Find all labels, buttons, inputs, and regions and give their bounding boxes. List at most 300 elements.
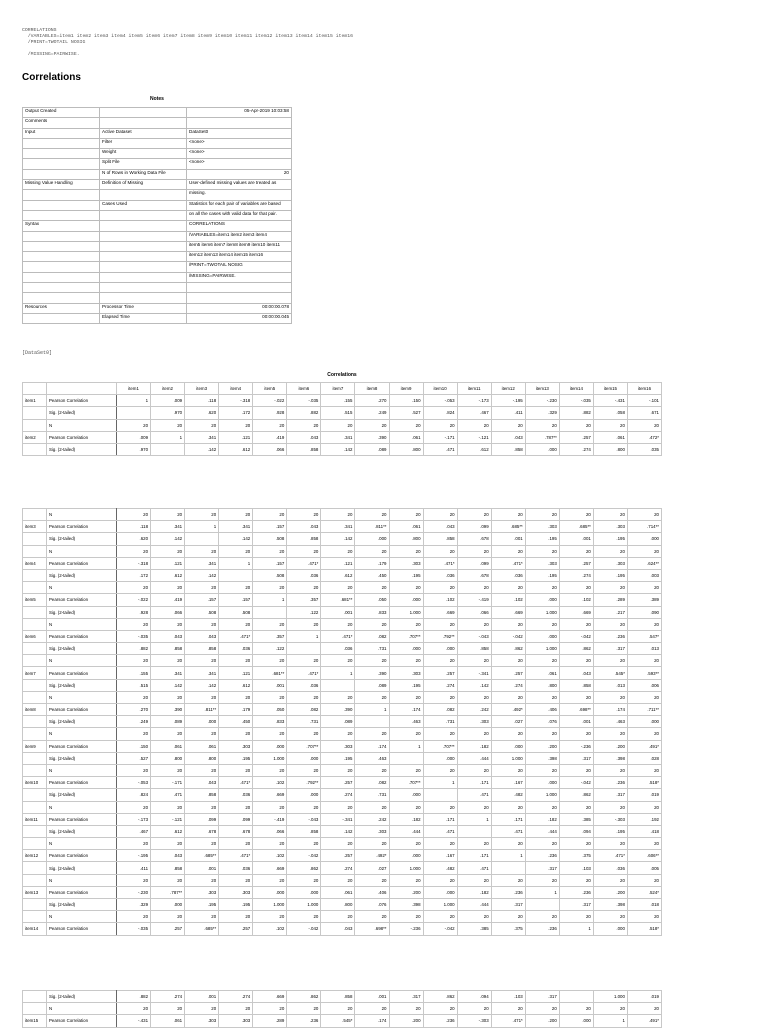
table-cell: .094 — [457, 991, 491, 1003]
row-statistic: N — [47, 801, 117, 813]
table-cell: 20 — [593, 838, 627, 850]
table-cell: 20 — [593, 545, 627, 557]
table-cell: 20 — [559, 1003, 593, 1015]
table-cell: .099 — [185, 813, 219, 825]
table-row — [23, 618, 662, 630]
table-cell: .289 — [253, 1015, 287, 1027]
table-cell: .612 — [321, 569, 355, 581]
table-cell: .375 — [559, 850, 593, 862]
table-cell: .508 — [253, 533, 287, 545]
table-cell: 20 — [151, 582, 185, 594]
row-variable — [23, 419, 47, 431]
table-cell: 20 — [117, 801, 151, 813]
table-cell: .970 — [151, 407, 185, 419]
table-cell: .671 — [627, 407, 661, 419]
notes-cell — [100, 221, 187, 231]
table-cell: .195 — [525, 569, 559, 581]
table-row — [23, 667, 662, 679]
table-cell: .000 — [491, 740, 525, 752]
table-cell: .142 — [321, 533, 355, 545]
table-cell: 20 — [389, 691, 423, 703]
row-statistic: Sig. (2-tailed) — [47, 533, 117, 545]
table-cell: 20 — [627, 911, 661, 923]
table-cell: .731 — [355, 789, 389, 801]
table-cell: 20 — [525, 509, 559, 521]
table-cell: .862 — [559, 643, 593, 655]
table-cell: 20 — [287, 874, 321, 886]
table-cell: .043 — [151, 850, 185, 862]
table-cell: 1 — [321, 667, 355, 679]
table-cell: 20 — [457, 419, 491, 431]
table-cell: 1 — [525, 886, 559, 898]
table-cell: 20 — [389, 618, 423, 630]
table-row — [23, 777, 662, 789]
table-cell: .003 — [627, 569, 661, 581]
table-cell: .089 — [321, 716, 355, 728]
table-cell: .066 — [457, 606, 491, 618]
notes-row — [23, 128, 292, 138]
table-cell: .195 — [389, 569, 423, 581]
table-cell: .471* — [287, 667, 321, 679]
table-cell: .471* — [491, 557, 525, 569]
table-cell: 20 — [423, 764, 457, 776]
table-cell: 20 — [593, 874, 627, 886]
table-cell: .236 — [593, 777, 627, 789]
table-cell: 20 — [559, 911, 593, 923]
table-cell: .274 — [151, 991, 185, 1003]
table-cell: 20 — [117, 545, 151, 557]
table-cell: .001 — [491, 533, 525, 545]
table-cell: -.171 — [423, 431, 457, 443]
table-row — [23, 533, 662, 545]
table-cell: .102 — [491, 594, 525, 606]
table-cell: .612 — [457, 443, 491, 455]
table-cell: .545* — [593, 667, 627, 679]
notes-row — [23, 118, 292, 128]
table-cell: .593** — [627, 667, 661, 679]
table-cell: 20 — [423, 1003, 457, 1015]
table-cell: .524* — [627, 886, 661, 898]
row-statistic: Sig. (2-tailed) — [47, 606, 117, 618]
table-cell: 20 — [219, 911, 253, 923]
table-cell: .099 — [219, 813, 253, 825]
table-cell: .028 — [627, 752, 661, 764]
table-cell: 20 — [457, 1003, 491, 1015]
table-cell: .236 — [491, 886, 525, 898]
table-cell: 20 — [593, 691, 627, 703]
table-cell: .000 — [525, 594, 559, 606]
table-cell: .142 — [185, 679, 219, 691]
table-cell: .508 — [253, 569, 287, 581]
table-cell: 20 — [491, 618, 525, 630]
table-cell: .019 — [627, 991, 661, 1003]
table-cell: .669 — [253, 991, 287, 1003]
table-cell: .463 — [389, 716, 423, 728]
table-cell: .036 — [423, 569, 457, 581]
table-cell: .142 — [185, 569, 219, 581]
table-cell: 20 — [423, 911, 457, 923]
notes-cell: item12 item13 item14 item15 item16 — [187, 252, 292, 262]
table-cell: .061 — [151, 740, 185, 752]
table-cell: -.171 — [151, 777, 185, 789]
table-cell: 20 — [321, 1003, 355, 1015]
table-cell: 20 — [593, 911, 627, 923]
row-statistic: Sig. (2-tailed) — [47, 862, 117, 874]
table-cell: -.431 — [593, 395, 627, 407]
row-statistic: Pearson Correlation — [47, 923, 117, 935]
table-cell: .317 — [593, 789, 627, 801]
table-cell: .669 — [423, 606, 457, 618]
notes-cell — [23, 200, 100, 210]
table-row — [23, 740, 662, 752]
row-variable — [23, 691, 47, 703]
table-cell: .182 — [389, 813, 423, 825]
notes-cell — [100, 283, 187, 293]
table-cell: .000 — [423, 886, 457, 898]
row-statistic: Pearson Correlation — [47, 777, 117, 789]
table-cell: .681** — [253, 667, 287, 679]
table-cell: 20 — [185, 801, 219, 813]
table-cell: .471* — [491, 1015, 525, 1027]
table-cell: .036 — [593, 862, 627, 874]
table-cell: 20 — [525, 728, 559, 740]
notes-cell — [23, 262, 100, 272]
row-variable — [23, 679, 47, 691]
table-cell: .157 — [185, 594, 219, 606]
table-cell: 1 — [457, 813, 491, 825]
table-cell: .418 — [627, 825, 661, 837]
table-cell: 20 — [219, 1003, 253, 1015]
table-cell: .257 — [321, 777, 355, 789]
table-cell: .444 — [457, 899, 491, 911]
table-cell: .000 — [287, 886, 321, 898]
table-cell: 20 — [627, 582, 661, 594]
table-cell: .398 — [593, 752, 627, 764]
table-cell: 20 — [219, 545, 253, 557]
notes-cell: Elapsed Time — [100, 313, 187, 323]
table-cell: 20 — [627, 655, 661, 667]
table-cell: .800 — [593, 443, 627, 455]
table-cell: .471 — [151, 789, 185, 801]
table-cell: 20 — [151, 691, 185, 703]
table-cell: .669 — [253, 789, 287, 801]
table-cell: .195 — [593, 533, 627, 545]
table-cell: .707** — [389, 630, 423, 642]
notes-cell: /MISSING=PAIRWISE. — [187, 272, 292, 282]
table-cell: .471 — [457, 789, 491, 801]
correlations-table-part3 — [22, 990, 662, 1028]
table-cell: 20 — [457, 691, 491, 703]
table-cell: .398 — [389, 899, 423, 911]
table-row — [23, 407, 662, 419]
table-cell: 20 — [321, 764, 355, 776]
row-statistic: Pearson Correlation — [47, 886, 117, 898]
table-cell: .000 — [389, 789, 423, 801]
table-cell: .099 — [457, 557, 491, 569]
table-cell: 20 — [389, 1003, 423, 1015]
table-cell: -.195 — [117, 850, 151, 862]
table-cell: 1.000 — [253, 752, 287, 764]
row-variable — [23, 606, 47, 618]
table-cell: 20 — [117, 911, 151, 923]
table-cell: -.022 — [117, 594, 151, 606]
table-cell: 20 — [151, 874, 185, 886]
table-cell: .000 — [423, 643, 457, 655]
table-cell: 20 — [355, 801, 389, 813]
table-cell: 20 — [593, 764, 627, 776]
column-header: item2 — [151, 383, 185, 395]
notes-cell — [23, 159, 100, 169]
table-cell: 20 — [321, 691, 355, 703]
column-header: item13 — [525, 383, 559, 395]
notes-cell: Definition of Missing — [100, 180, 187, 190]
table-cell: 20 — [491, 838, 525, 850]
table-cell: .174 — [355, 1015, 389, 1027]
table-cell: 20 — [627, 728, 661, 740]
table-cell: 20 — [219, 509, 253, 521]
table-cell: .419 — [253, 431, 287, 443]
table-row — [23, 557, 662, 569]
table-cell: 20 — [457, 545, 491, 557]
table-cell: .121 — [151, 557, 185, 569]
table-cell: .171 — [457, 850, 491, 862]
table-cell: .518* — [627, 923, 661, 935]
notes-cell — [23, 138, 100, 148]
table-cell: .787** — [151, 886, 185, 898]
table-cell: .824 — [423, 407, 457, 419]
table-cell: .792** — [287, 777, 321, 789]
table-cell: 20 — [253, 691, 287, 703]
table-cell: 20 — [355, 1003, 389, 1015]
row-variable: item12 — [23, 850, 47, 862]
table-cell: 20 — [389, 728, 423, 740]
table-cell: .090 — [627, 606, 661, 618]
row-statistic: Pearson Correlation — [47, 1015, 117, 1027]
table-cell: .099 — [457, 521, 491, 533]
table-cell: 20 — [117, 764, 151, 776]
table-cell: .707** — [287, 740, 321, 752]
table-cell: 20 — [559, 801, 593, 813]
table-cell: .624** — [627, 557, 661, 569]
table-cell: 20 — [559, 509, 593, 521]
table-cell: .482 — [423, 862, 457, 874]
table-cell: .195 — [185, 899, 219, 911]
table-cell: .000 — [151, 899, 185, 911]
table-cell: .006 — [627, 679, 661, 691]
table-cell: 20 — [423, 509, 457, 521]
table-cell: .375 — [491, 923, 525, 935]
notes-cell: Active Dataset — [100, 128, 187, 138]
table-cell: 20 — [457, 509, 491, 521]
table-cell: .681** — [321, 594, 355, 606]
row-statistic: N — [47, 911, 117, 923]
table-cell: .001 — [253, 679, 287, 691]
table-cell: .390 — [355, 667, 389, 679]
table-cell: .001 — [185, 862, 219, 874]
table-cell: .800 — [525, 679, 559, 691]
table-cell: .000 — [627, 716, 661, 728]
table-cell: 20 — [525, 545, 559, 557]
table-cell: .172 — [219, 407, 253, 419]
table-row — [23, 1015, 662, 1027]
notes-row — [23, 200, 292, 210]
table-cell: 20 — [457, 764, 491, 776]
table-cell: .303 — [219, 886, 253, 898]
table-cell: 20 — [593, 582, 627, 594]
table-cell: .329 — [525, 407, 559, 419]
row-variable — [23, 764, 47, 776]
notes-cell — [100, 241, 187, 251]
notes-cell: Statistics for each pair of variables are based — [187, 200, 292, 210]
table-cell: 20 — [287, 1003, 321, 1015]
table-cell: 20 — [593, 728, 627, 740]
notes-cell: Output Created — [23, 108, 100, 118]
row-statistic: N — [47, 509, 117, 521]
notes-cell: Missing Value Handling — [23, 180, 100, 190]
table-cell: 20 — [491, 911, 525, 923]
table-cell: .471* — [219, 777, 253, 789]
table-cell: .606** — [627, 850, 661, 862]
table-cell: .800 — [185, 752, 219, 764]
table-cell: 20 — [287, 419, 321, 431]
notes-cell — [100, 252, 187, 262]
row-variable — [23, 825, 47, 837]
table-cell: .471 — [491, 825, 525, 837]
row-variable: item1 — [23, 395, 47, 407]
table-cell: .195 — [593, 569, 627, 581]
table-cell: .419 — [151, 594, 185, 606]
table-cell: .833 — [355, 606, 389, 618]
table-cell: 20 — [491, 728, 525, 740]
table-cell: -.431 — [117, 1015, 151, 1027]
table-cell: 20 — [423, 874, 457, 886]
notes-cell — [23, 283, 100, 293]
column-header: item3 — [185, 383, 219, 395]
table-cell: 20 — [593, 1003, 627, 1015]
table-cell: 20 — [151, 545, 185, 557]
table-cell: .061 — [593, 431, 627, 443]
table-cell: 20 — [219, 874, 253, 886]
table-cell: .082 — [355, 777, 389, 789]
table-cell: .089 — [151, 716, 185, 728]
table-cell: 20 — [627, 801, 661, 813]
notes-cell — [187, 283, 292, 293]
table-cell: .858 — [321, 991, 355, 1003]
table-cell: 20 — [559, 728, 593, 740]
table-cell: 20 — [321, 911, 355, 923]
table-cell: 20 — [185, 728, 219, 740]
table-cell: 20 — [389, 838, 423, 850]
table-cell: .217 — [593, 606, 627, 618]
table-cell: .471* — [219, 850, 253, 862]
table-row — [23, 850, 662, 862]
table-cell: 20 — [525, 582, 559, 594]
table-cell: .009 — [151, 395, 185, 407]
table-cell: .200 — [525, 740, 559, 752]
table-cell: 1.000 — [525, 606, 559, 618]
table-cell: 20 — [389, 509, 423, 521]
row-statistic: Sig. (2-tailed) — [47, 991, 117, 1003]
table-cell: 20 — [491, 655, 525, 667]
table-cell: .482 — [491, 789, 525, 801]
table-row — [23, 838, 662, 850]
table-cell: .620 — [185, 407, 219, 419]
table-cell: -.303 — [457, 1015, 491, 1027]
row-statistic: N — [47, 1003, 117, 1015]
table-cell: .317 — [525, 862, 559, 874]
table-cell: .389 — [627, 594, 661, 606]
table-cell: .174 — [389, 704, 423, 716]
table-row — [23, 874, 662, 886]
table-cell: 20 — [219, 728, 253, 740]
notes-cell: Filter — [100, 138, 187, 148]
table-cell: .000 — [525, 443, 559, 455]
table-cell: 20 — [151, 801, 185, 813]
table-cell: .274 — [321, 862, 355, 874]
row-statistic: Sig. (2-tailed) — [47, 679, 117, 691]
table-row — [23, 886, 662, 898]
notes-row — [23, 283, 292, 293]
table-cell: .195 — [219, 899, 253, 911]
table-cell: .508 — [219, 606, 253, 618]
table-row — [23, 509, 662, 521]
row-variable — [23, 582, 47, 594]
table-cell: .171 — [491, 813, 525, 825]
table-cell: 20 — [117, 655, 151, 667]
table-cell: .082 — [355, 630, 389, 642]
table-cell: 20 — [287, 764, 321, 776]
table-row — [23, 643, 662, 655]
table-cell: 20 — [525, 1003, 559, 1015]
row-statistic: Pearson Correlation — [47, 813, 117, 825]
row-statistic: Sig. (2-tailed) — [47, 569, 117, 581]
table-cell: .341 — [321, 521, 355, 533]
notes-cell — [23, 313, 100, 323]
table-cell: .472* — [627, 431, 661, 443]
table-cell: 1 — [559, 923, 593, 935]
notes-cell: 20 — [187, 169, 292, 179]
table-cell: 20 — [355, 911, 389, 923]
table-cell: .303 — [185, 886, 219, 898]
table-cell: 20 — [321, 509, 355, 521]
notes-table — [22, 107, 292, 324]
table-cell: .036 — [219, 862, 253, 874]
table-cell: .043 — [321, 923, 355, 935]
row-variable — [23, 789, 47, 801]
table-cell: .195 — [593, 825, 627, 837]
notes-cell: /VARIABLES=item1 item2 item3 item4 — [187, 231, 292, 241]
table-cell: 20 — [219, 838, 253, 850]
notes-cell: Cases Used — [100, 200, 187, 210]
table-cell: .678 — [219, 825, 253, 837]
table-cell: 20 — [321, 419, 355, 431]
table-row — [23, 569, 662, 581]
column-header: item9 — [389, 383, 423, 395]
row-variable — [23, 618, 47, 630]
notes-cell — [23, 231, 100, 241]
table-cell: 20 — [389, 764, 423, 776]
table-cell: .463 — [593, 716, 627, 728]
row-statistic: N — [47, 764, 117, 776]
notes-cell — [100, 272, 187, 282]
table-cell: .270 — [117, 704, 151, 716]
table-cell: 20 — [559, 582, 593, 594]
table-cell: 20 — [457, 655, 491, 667]
table-cell: 20 — [287, 545, 321, 557]
notes-cell: on all the cases with valid data for that pair. — [187, 210, 292, 220]
notes-cell: item5 item6 item7 item8 item9 item10 item11 — [187, 241, 292, 251]
table-cell: .858 — [185, 789, 219, 801]
